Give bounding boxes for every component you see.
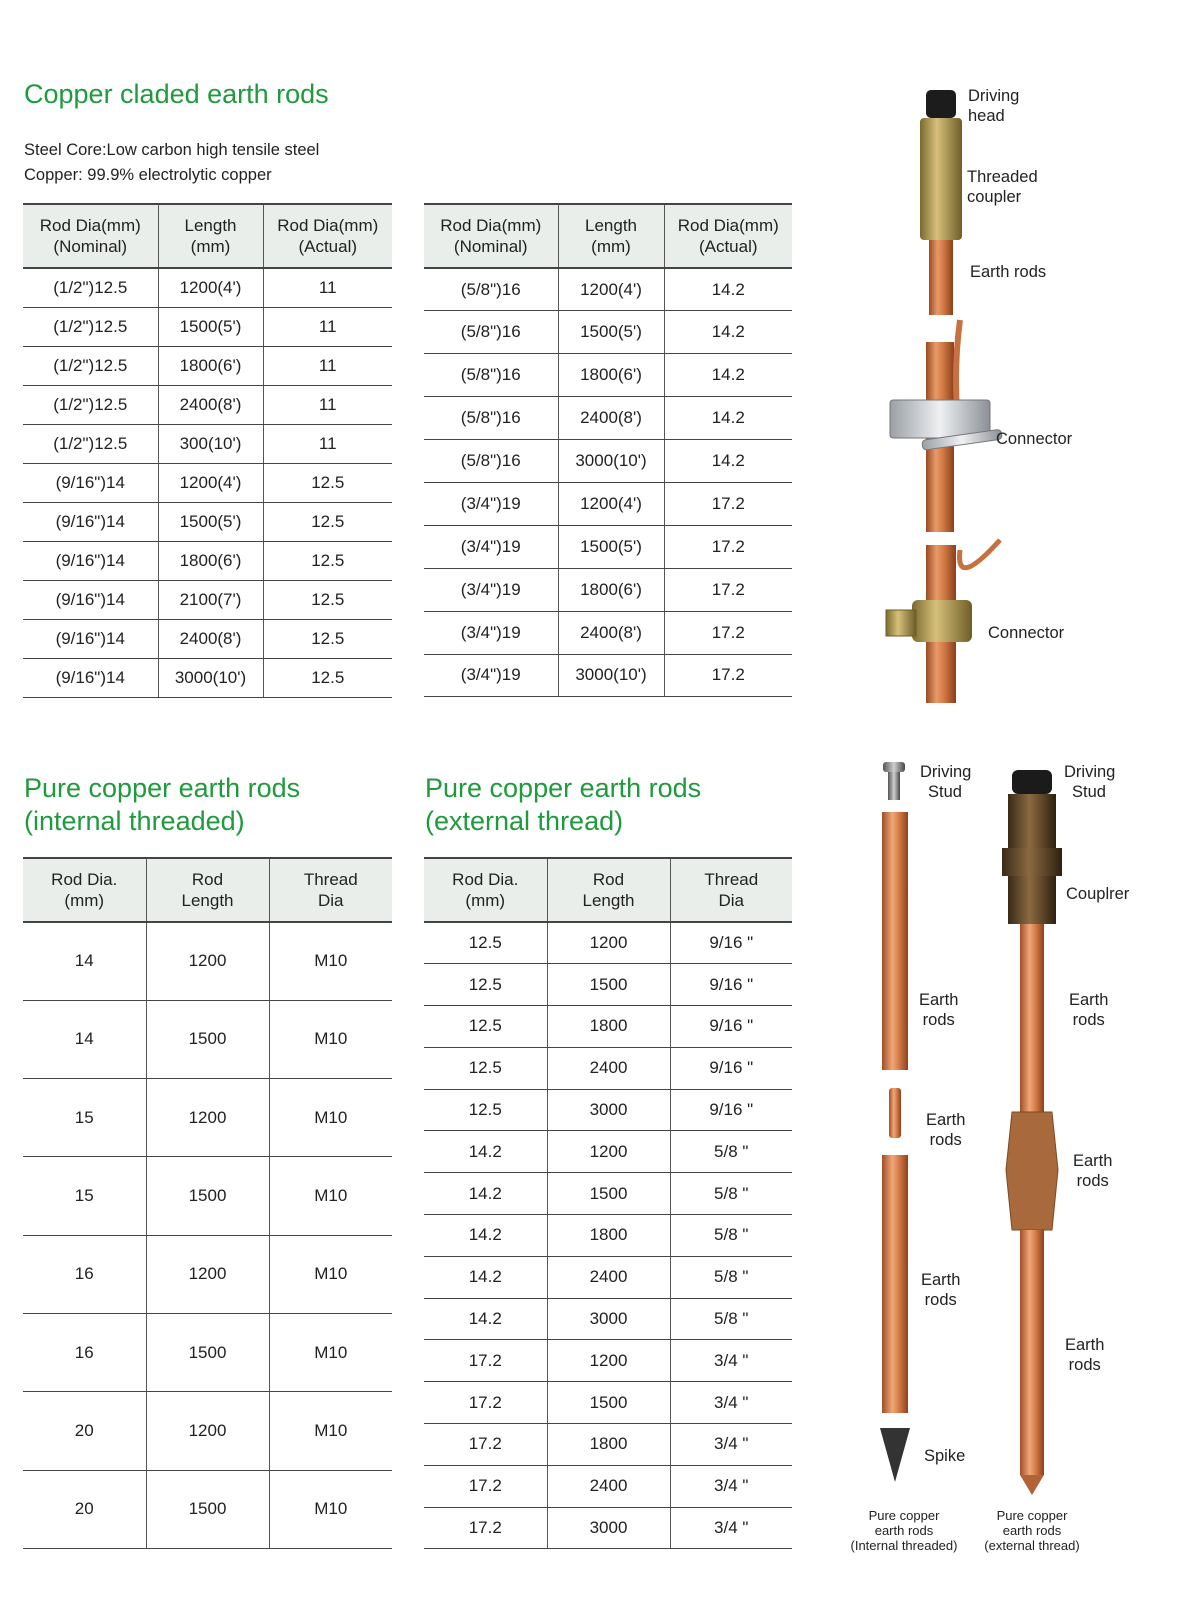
table-cell: (3/4")19 [424,611,558,654]
table-cell: 3/4 " [670,1382,792,1424]
table-cell: 5/8 " [670,1215,792,1257]
table-cell: 17.2 [424,1424,547,1466]
table-cell: 3/4 " [670,1340,792,1382]
table-cell: 2400(8') [558,611,664,654]
table-row [23,346,392,385]
table-cell: 3/4 " [670,1465,792,1507]
label-earth-rods-1: Earth rods [919,991,959,1029]
table-cell: 2400(8') [158,385,263,424]
table-row [23,385,392,424]
table-cell: 17.2 [424,1507,547,1549]
table-cell: 1200(4') [558,482,664,525]
table-row [23,541,392,580]
table-cell: 11 [263,424,392,463]
table-cell: 17.2 [664,568,792,611]
table-cell: 1500 [547,964,670,1006]
table-cell: 12.5 [424,964,547,1006]
table-cell: 1200 [547,922,670,964]
table-cell: 14.2 [664,268,792,311]
table-cell: 2100(7') [158,580,263,619]
table-cell: M10 [269,1470,392,1548]
table-cell: (3/4")19 [424,568,558,611]
earth-rod-right-1-icon [1020,924,1044,1112]
table-cell: 15 [23,1157,146,1235]
column-header: Rod Dia(mm) (Actual) [664,204,792,268]
driving-stud-right-icon [1012,770,1052,794]
table-cell: 14.2 [664,311,792,354]
table-row [23,268,392,307]
table-cell: 11 [263,307,392,346]
table-cell: 12.5 [263,541,392,580]
table-cell: (9/16")14 [23,502,158,541]
table-cell: 5/8 " [670,1256,792,1298]
table-cell: 14.2 [664,354,792,397]
table-row [424,482,792,525]
table-cell: M10 [269,1000,392,1078]
table-cell: 1200 [146,1079,269,1157]
table-row [23,658,392,697]
label-earth-rods-2: Earth rods [1069,991,1109,1029]
connector-brass-icon [912,600,972,642]
table-cell: 16 [23,1235,146,1313]
table-row [424,311,792,354]
table-cell: 3000 [547,1089,670,1131]
column-header: Rod Dia(mm) (Actual) [263,204,392,268]
table-row [23,922,392,1000]
table-cell: 1800 [547,1215,670,1257]
table-row [23,580,392,619]
table-row [424,525,792,568]
table-cell: 2400(8') [558,397,664,440]
earth-rod-right-2-icon [1020,1230,1044,1475]
column-header: Rod Dia(mm) (Nominal) [23,204,158,268]
column-header: Rod Length [146,858,269,922]
caption-internal-threaded: Pure copper earth rods (Internal threaded) [850,1508,958,1553]
table-cell: 12.5 [263,580,392,619]
table-cell: 3000 [547,1298,670,1340]
table-row [424,1340,792,1382]
table-cell: 1800 [547,1006,670,1048]
table-row [23,1470,392,1548]
table-cell: (1/2")12.5 [23,385,158,424]
table-cell: 2400 [547,1256,670,1298]
table-cell: 1200 [547,1131,670,1173]
table-cell: 17.2 [424,1382,547,1424]
table-row [424,1465,792,1507]
label-coupler: Couplrer [1066,885,1130,903]
table-cell: 1200(4') [158,463,263,502]
table-row [424,1173,792,1215]
table-cell: (1/2")12.5 [23,346,158,385]
table-row [424,1131,792,1173]
table-cell: (9/16")14 [23,658,158,697]
table-row [424,922,792,964]
table-row [424,354,792,397]
table-cell: 1500 [146,1157,269,1235]
column-header: Rod Dia(mm) (Nominal) [424,204,558,268]
column-header: Rod Length [547,858,670,922]
table-cell: 12.5 [263,619,392,658]
table-cell: 15 [23,1079,146,1157]
table-cell: (3/4")19 [424,654,558,697]
table-cell: 1800 [547,1424,670,1466]
earth-rod-top-icon [929,240,953,315]
label-driving-stud-left: Driving Stud [920,763,972,801]
table-cell: 1200 [146,1235,269,1313]
table-cell: 12.5 [424,1089,547,1131]
earth-rod-left-2-icon [882,1155,908,1413]
table-cell: 1200(4') [158,268,263,307]
table-row [424,268,792,311]
table-cell: 3000(10') [158,658,263,697]
table-cell: 1500 [547,1173,670,1215]
table-cell: M10 [269,1313,392,1391]
driving-stud-left-icon [883,762,905,772]
table-cell: 11 [263,385,392,424]
label-earth-rods-3: Earth rods [926,1111,966,1149]
label-earth-rods-6: Earth rods [1065,1336,1105,1374]
table-cell: 11 [263,268,392,307]
table-cell: 14.2 [424,1173,547,1215]
table-cell: 1200 [547,1340,670,1382]
table-cell: 12.5 [424,922,547,964]
table-row [23,1313,392,1391]
section-title-internal-threaded: Pure copper earth rods (internal threaded) [24,773,301,836]
table-internal-threaded [23,857,392,1549]
table-cell: 17.2 [664,482,792,525]
table-row [23,1079,392,1157]
table-row [23,424,392,463]
table-cell: (1/2")12.5 [23,268,158,307]
table-cell: 3000(10') [558,654,664,697]
section-title-external-thread: Pure copper earth rods (external thread) [425,773,702,836]
table-cell: 5/8 " [670,1173,792,1215]
table-cell: (5/8")16 [424,268,558,311]
table-cell: 2400 [547,1465,670,1507]
table-cell: 1500(5') [158,502,263,541]
table-row [23,307,392,346]
label-driving-head: Driving head [968,87,1020,125]
table-cell: 1800(6') [158,541,263,580]
coupler-middle-icon [1006,1112,1058,1230]
column-header: Thread Dia [269,858,392,922]
table-cell: (1/2")12.5 [23,424,158,463]
table-row [23,463,392,502]
table-cell: 1200 [146,1392,269,1470]
table-cell: 14.2 [664,397,792,440]
table-cell: 14.2 [424,1131,547,1173]
table-cell: 11 [263,346,392,385]
table-cell: 1500 [146,1313,269,1391]
table-row [424,1298,792,1340]
table-cell: 14.2 [424,1256,547,1298]
table-row [23,1235,392,1313]
table-row [424,1507,792,1549]
pure-copper-rod-diagram [850,760,1170,1500]
table-cell: 300(10') [158,424,263,463]
table-cell: (5/8")16 [424,397,558,440]
table-cell: (9/16")14 [23,463,158,502]
table-cell: 1200(4') [558,268,664,311]
table-cell: (9/16")14 [23,580,158,619]
table-cell: 12.5 [263,463,392,502]
table-row [23,1000,392,1078]
table-cell: M10 [269,1235,392,1313]
threaded-pin-icon [889,1088,901,1138]
column-header: Length (mm) [558,204,664,268]
table-cell: 1800(6') [558,568,664,611]
table-cell: 9/16 " [670,1006,792,1048]
table-cell: 9/16 " [670,922,792,964]
table-cell: (9/16")14 [23,619,158,658]
table-cell: (1/2")12.5 [23,307,158,346]
table-cell: 1500(5') [558,311,664,354]
table-row [424,1089,792,1131]
table-row [424,654,792,697]
table-cell: 2400 [547,1047,670,1089]
table-cell: (3/4")19 [424,525,558,568]
table-cell: 14.2 [424,1215,547,1257]
table-external-thread [424,857,792,1549]
table-cell: 14.2 [664,440,792,483]
table-cell: 1500(5') [558,525,664,568]
table-row [424,397,792,440]
table-row [23,619,392,658]
table-cell: 20 [23,1470,146,1548]
column-header: Length (mm) [158,204,263,268]
label-driving-stud-right: Driving Stud [1064,763,1116,801]
table-cell: (5/8")16 [424,311,558,354]
table-row [424,568,792,611]
table-cell: 17.2 [664,525,792,568]
label-earth-rods-4: Earth rods [1073,1152,1113,1190]
table-cell: 2400(8') [158,619,263,658]
table-cell: 17.2 [664,654,792,697]
table-cell: 17.2 [424,1340,547,1382]
column-header: Rod Dia. (mm) [23,858,146,922]
label-connector-2: Connector [988,624,1065,642]
table-cell: 12.5 [263,502,392,541]
table-cell: 1800(6') [158,346,263,385]
column-header: Thread Dia [670,858,792,922]
table-cell: 1800(6') [558,354,664,397]
table-row [424,611,792,654]
connector-screw-icon [886,610,916,636]
driving-head-icon [926,90,956,118]
table-cell: 1500 [146,1000,269,1078]
table-row [424,1215,792,1257]
table-cell: 9/16 " [670,1089,792,1131]
spike-icon [880,1428,910,1482]
table-cell: 3000 [547,1507,670,1549]
table-cell: 1500 [146,1470,269,1548]
table-cell: (5/8")16 [424,440,558,483]
threaded-coupler-icon [920,118,962,240]
table-cell: M10 [269,922,392,1000]
connector-clamp-icon [890,400,990,438]
table-cell: 14 [23,1000,146,1078]
label-earth-rods-5: Earth rods [921,1271,961,1309]
table-cell: (9/16")14 [23,541,158,580]
table-copper-claded-left [23,203,392,698]
label-earth-rods: Earth rods [970,263,1047,281]
table-row [424,1382,792,1424]
table-cell: M10 [269,1392,392,1470]
conductor-wire-2-icon [960,540,1001,568]
table-cell: 3000(10') [558,440,664,483]
table-cell: 14 [23,922,146,1000]
table-copper-claded-right [424,203,792,697]
table-cell: 12.5 [424,1047,547,1089]
table-cell: 5/8 " [670,1131,792,1173]
table-row [424,964,792,1006]
table-row [424,1424,792,1466]
table-cell: M10 [269,1079,392,1157]
table-cell: 14.2 [424,1298,547,1340]
table-cell: 12.5 [424,1006,547,1048]
table-cell: 3/4 " [670,1507,792,1549]
table-row [23,1157,392,1235]
table-row [424,440,792,483]
caption-external-thread: Pure copper earth rods (external thread) [984,1508,1080,1553]
label-connector-1: Connector [996,430,1073,448]
label-spike: Spike [924,1447,966,1465]
label-threaded-coupler: Threaded coupler [967,168,1038,206]
table-cell: M10 [269,1157,392,1235]
column-header: Rod Dia. (mm) [424,858,547,922]
table-cell: 16 [23,1313,146,1391]
table-row [424,1256,792,1298]
table-row [424,1006,792,1048]
earth-rod-left-1-icon [882,812,908,1070]
table-cell: 12.5 [263,658,392,697]
table-cell: 20 [23,1392,146,1470]
spec-copper-purity: Copper: 99.9% electrolytic copper [24,166,272,184]
table-cell: 17.2 [664,611,792,654]
spec-steel-core: Steel Core:Low carbon high tensile steel [24,141,320,159]
table-cell: 17.2 [424,1465,547,1507]
table-row [424,1047,792,1089]
table-cell: 3/4 " [670,1424,792,1466]
table-cell: 9/16 " [670,964,792,1006]
table-cell: (5/8")16 [424,354,558,397]
table-cell: 9/16 " [670,1047,792,1089]
table-cell: (3/4")19 [424,482,558,525]
table-row [23,1392,392,1470]
table-cell: 5/8 " [670,1298,792,1340]
table-cell: 1200 [146,922,269,1000]
section-title-copper-claded: Copper claded earth rods [24,79,329,109]
table-row [23,502,392,541]
table-cell: 1500 [547,1382,670,1424]
table-cell: 1500(5') [158,307,263,346]
